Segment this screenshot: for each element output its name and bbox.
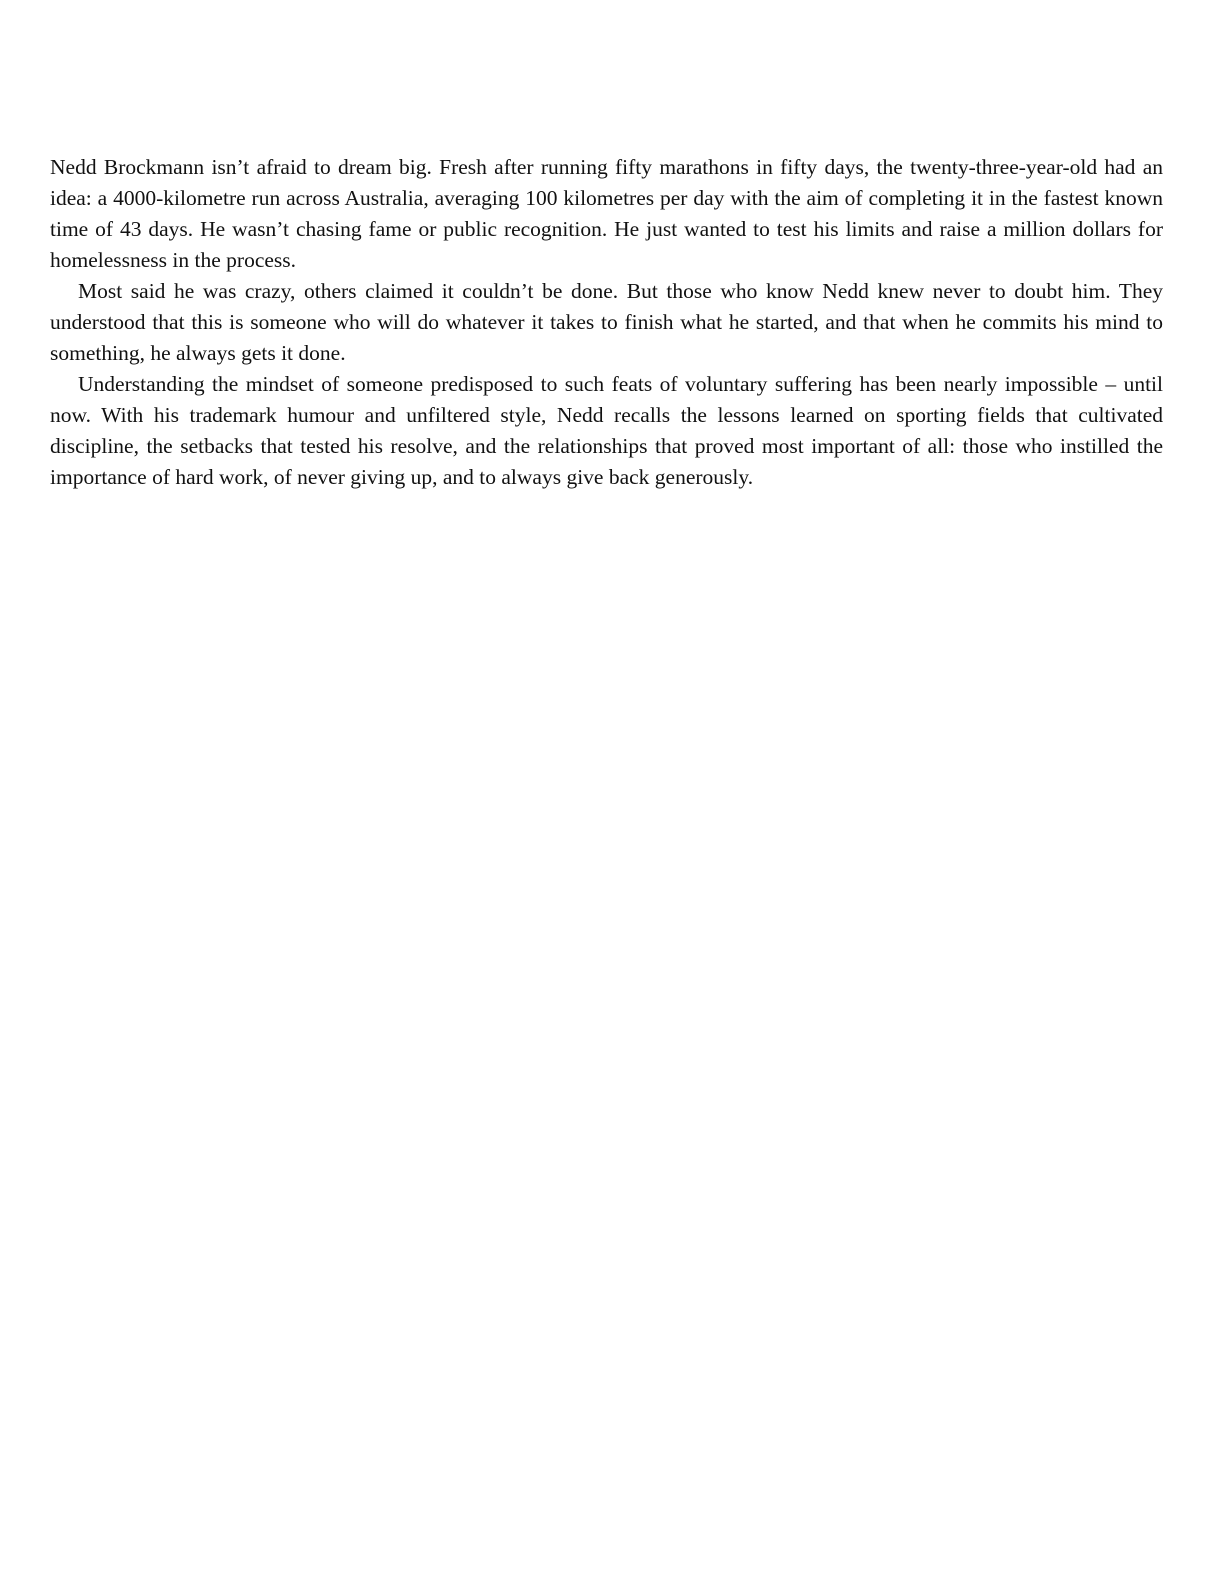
paragraph-2: Most said he was crazy, others claimed it couldn’t be done. But those who know Nedd knew never to doubt him. They understood that this is someone who will do whatever it takes to finish what he started, and that when he commits his mind to something, he always gets it done. — [50, 279, 1163, 365]
body-text — [50, 152, 1163, 493]
paragraph-1: Nedd Brockmann isn’t afraid to dream big. Fresh after running fifty marathons in fifty days, the twenty-three-year-old had an idea: a 4000-kilometre run across Australia, averaging 100 kilometres per day with the aim of completing it in the fastest known time of 43 days. He wasn’t chasing fame or public recognition. He just wanted to test his limits and raise a million dollars for homelessness in the process. — [50, 155, 1163, 272]
paragraph-3: Understanding the mindset of someone predisposed to such feats of voluntary suffering has been nearly impossible – until now. With his trademark humour and unfiltered style, Nedd recalls the lessons learned on sporting fields that cultivated discipline, the setbacks that tested his resolve, and the relationships that proved most important of all: those who instilled the importance of hard work, of never giving up, and to always give back generously. — [50, 372, 1163, 489]
